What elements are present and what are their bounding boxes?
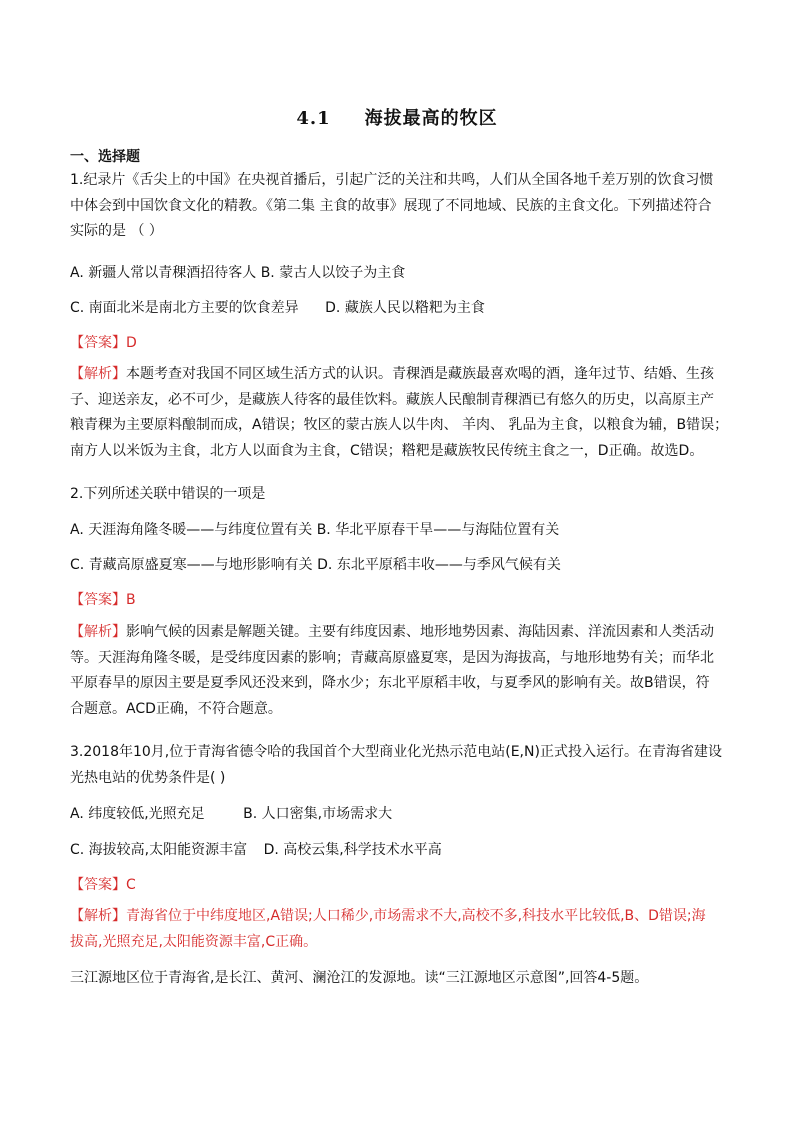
section-heading: 一、选择题 [70, 149, 140, 165]
q3-line-1: 3.2018年10月,位于青海省德令哈的我国首个大型商业化光热示范电站(E,N)正式投入运行。在青海省建设 [70, 744, 722, 760]
question-2-options-row-2 [70, 554, 561, 574]
question-2-options-row-1 [70, 519, 559, 539]
title-number: 4.1 [296, 108, 331, 129]
question-2-stem [70, 482, 726, 508]
question-1-options-row-1 [70, 262, 405, 282]
q1-option-d: D. 藏族人民以糌粑为主食 [325, 300, 485, 316]
q1-line-1: 1.纪录片《舌尖上的中国》在央视首播后，引起广泛的关注和共鸣，人们从全国各地千差万别的饮食习惯 [70, 172, 714, 188]
q1-line-3: 实际的是 （ ） [70, 223, 163, 239]
q1-analysis-line-1: 本题考查对我国不同区域生活方式的认识。青稞酒是藏族最喜欢喝的酒，逢年过节、结婚、生孩 [126, 366, 714, 382]
q3-option-c: C. 海拔较高,太阳能资源丰富 [70, 842, 248, 858]
answer-value: D [126, 335, 137, 351]
q2-analysis-line-2: 等。天涯海角隆冬暖，是受纬度因素的影响；青藏高原盛夏寒，是因为海拔高，与地形地势有关；而华北 [70, 649, 714, 666]
q2-line-1: 2.下列所述关联中错误的一项是 [70, 486, 266, 502]
q1-line-2: 中体会到中国饮食文化的精教。《第二集 主食的故事》展现了不同地域、民族的主食文化。下列描述符合 [70, 197, 712, 214]
q2-analysis-line-3: 平原春旱的原因主要是夏季风还没来到，降水少；东北平原稻丰收，与夏季风的影响有关。故B错误，符 [70, 675, 710, 691]
q2-option-d: D. 东北平原稻丰收——与季风气候有关 [317, 557, 561, 573]
answer-value: C [126, 877, 136, 893]
q2-analysis-line-1: 影响气候的因素是解题关键。主要有纬度因素、地形地势因素、海陆因素、洋流因素和人类活动 [126, 624, 714, 640]
q3-option-b: B. 人口密集,市场需求大 [243, 806, 393, 822]
question-1-stem [70, 168, 726, 245]
question-1-options-row-2 [70, 297, 485, 317]
q1-option-c: C. 南面北米是南北方主要的饮食差异 [70, 300, 299, 316]
question-3-options-row-2 [70, 839, 442, 859]
intro-paragraph [70, 966, 726, 992]
page-title [0, 104, 794, 130]
q2-option-a: A. 天涯海角隆冬暖——与纬度位置有关 [70, 522, 313, 538]
answer-label: 【答案】 [70, 335, 126, 351]
q3-option-d: D. 高校云集,科学技术水平高 [263, 842, 442, 858]
q3-analysis [70, 904, 726, 955]
q1-option-a: A. 新疆人常以青稞酒招待客人 [70, 265, 257, 281]
intro-line: 三江源地区位于青海省,是长江、黄河、澜沧江的发源地。读“三江源地区示意图”,回答4-5题。 [70, 970, 649, 986]
q1-analysis-line-4: 南方人以米饭为主食，北方人以面食为主食，C错误；糌粑是藏族牧民传统主食之一，D正确。故选D。 [70, 442, 704, 459]
q2-option-c: C. 青藏高原盛夏寒——与地形影响有关 [70, 557, 313, 573]
question-3-options-row-1 [70, 803, 392, 823]
q3-line-2: 光热电站的优势条件是( ) [70, 769, 226, 786]
answer-label: 【答案】 [70, 592, 126, 608]
q1-analysis [70, 362, 729, 464]
q3-answer [70, 874, 136, 894]
answer-label: 【答案】 [70, 877, 126, 893]
q1-analysis-line-2: 子、迎送亲友，必不可少，是藏族人待客的最佳饮料。藏族人民酿制青稞酒已有悠久的历史，以高原主产 [70, 391, 714, 408]
analysis-label: 【解析】 [70, 366, 126, 382]
title-text: 海拔最高的牧区 [364, 108, 498, 129]
q1-answer [70, 332, 137, 352]
question-3-stem [70, 740, 726, 791]
q3-analysis-line-1: 青海省位于中纬度地区,A错误;人口稀少,市场需求不大,高校不多,科技水平比较低,B、D错误;海 [126, 908, 706, 924]
q3-option-a: A. 纬度较低,光照充足 [70, 806, 205, 822]
q2-option-b: B. 华北平原春干旱——与海陆位置有关 [316, 522, 560, 538]
q2-analysis [70, 620, 726, 722]
q3-analysis-line-2: 拔高,光照充足,太阳能资源丰富,C正确。 [70, 933, 318, 950]
answer-value: B [126, 592, 136, 608]
analysis-label: 【解析】 [70, 908, 126, 924]
q2-analysis-line-4: 合题意。ACD正确，不符合题意。 [70, 700, 282, 717]
q1-analysis-line-3: 粮青稞为主要原料酿制而成，A错误；牧区的蒙古族人以牛肉、 羊肉、 乳品为主食，以粮食为辅，B错误； [70, 417, 729, 433]
q2-answer [70, 589, 136, 609]
analysis-label: 【解析】 [70, 624, 126, 640]
q1-option-b: B. 蒙古人以饺子为主食 [260, 265, 406, 281]
